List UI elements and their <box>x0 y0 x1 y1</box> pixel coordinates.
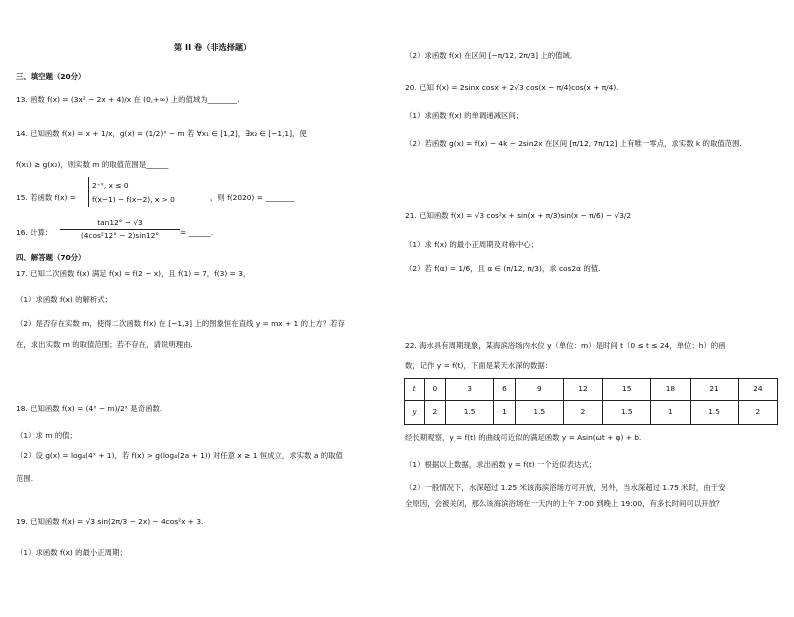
question-16-numerator: tan12° − √3 <box>60 219 180 230</box>
question-13: 13. 函数 f(x) = (3x² − 2x + 4)/x 在 (0,+∞) 上的值域为________. <box>16 95 240 104</box>
question-22-model: 经长期观察，y = f(t) 的曲线可近似的满足函数 y = Asin(ωt + φ) + b. <box>405 433 642 442</box>
question-15-case2: f(x−1) − f(x−2), x > 0 <box>92 195 175 204</box>
question-15-case1: 2⁻ˣ, x ≤ 0 <box>92 181 129 190</box>
table-cell: 15 <box>603 379 651 401</box>
table-cell: 1.5 <box>603 401 651 425</box>
question-18-part2-cont: 范围. <box>16 474 34 483</box>
question-15-tail: ，则 f(2020) = ________ <box>210 193 295 202</box>
page-title: 第 II 卷（非选择题） <box>174 42 252 52</box>
question-16-head: 16. 计算： <box>16 228 53 237</box>
table-cell: 0 <box>424 379 446 401</box>
table-cell: 1.5 <box>690 401 738 425</box>
table-cell: 1.5 <box>446 401 494 425</box>
question-22-part2: （2）一般情况下，水深超过 1.25 米该海滨浴场方可开放，另外，当水深超过 1.75 米时，由于安 <box>405 483 726 492</box>
question-19-line1: 19. 已知函数 f(x) = √3 sin(2π/3 − 2x) − 4cos²x + 3. <box>16 517 204 526</box>
table-cell: 2 <box>563 401 602 425</box>
table-cell: t <box>405 379 425 401</box>
table-row-t <box>405 379 778 401</box>
table-cell: 1.5 <box>515 401 563 425</box>
question-21-line1: 21. 已知函数 f(x) = √3 cos²x + sin(x + π/3)sin(x − π/6) − √3/2 <box>405 211 632 220</box>
table-cell: 2 <box>424 401 446 425</box>
table-cell: 9 <box>515 379 563 401</box>
table-cell: 24 <box>738 379 777 401</box>
question-15-head: 15. 若函数 f(x) = <box>16 193 76 202</box>
table-cell: y <box>405 401 425 425</box>
question-14-line1: 14. 已知函数 f(x) = x + 1/x，g(x) = (1/2)ˣ − m 若 ∀x₁ ∈ [1,2]，∃x₂ ∈ [−1,1]，使 <box>16 129 307 138</box>
question-20-part1: （1）求函数 f(x) 的单调递减区间； <box>405 111 524 120</box>
question-19-part2: （2）求函数 f(x) 在区间 [−π/12, 2π/3] 上的值域. <box>405 51 573 60</box>
table-cell: 12 <box>563 379 602 401</box>
question-17-line1: 17. 已知二次函数 f(x) 满足 f(x) = f(2 − x)，且 f(1) = 7，f(3) = 3， <box>16 269 251 278</box>
piecewise-brace <box>88 177 89 207</box>
section-fill-in: 三、填空题（20分） <box>16 72 86 81</box>
question-16-tail: = ______. <box>180 228 214 237</box>
table-cell: 21 <box>690 379 738 401</box>
question-19-part1: （1）求函数 f(x) 的最小正周期； <box>16 548 127 557</box>
question-14-line2: f(x₁) ≥ g(x₂)，则实数 m 的取值范围是______ <box>16 160 169 169</box>
question-17-part2: （2）是否存在实数 m，使得二次函数 f(x) 在 [−1,3] 上的图象恒在直线 y = mx + 1 的上方？若存 <box>16 319 345 328</box>
question-20-part2: （2）若函数 g(x) = f(x) − 4k − 2sin2x 在区间 [π/12, 7π/12] 上有唯一零点，求实数 k 的取值范围. <box>405 139 742 148</box>
section-solutions: 四、解答题（70分） <box>16 253 86 262</box>
table-cell: 2 <box>738 401 777 425</box>
table-cell: 6 <box>494 379 516 401</box>
question-16-denominator: (4cos²12° − 2)sin12° <box>80 231 160 240</box>
question-17-part1: （1）求函数 f(x) 的解析式； <box>16 295 113 304</box>
question-20-line1: 20. 已知 f(x) = 2sinx cosx + 2√3 cos(x − π/4)cos(x + π/4). <box>405 83 619 92</box>
table-cell: 1 <box>494 401 516 425</box>
water-depth-table <box>404 378 778 425</box>
table-row-y <box>405 401 778 425</box>
question-18-part1: （1）求 m 的值； <box>16 431 77 440</box>
question-22-part2-cont: 全原因，会被关闭，那么该海滨浴场在一天内的上午 7:00 到晚上 19:00，有多长时间可以开放？ <box>405 499 724 508</box>
question-17-part2-cont: 在，求出实数 m 的取值范围；若不存在，请说明理由. <box>16 340 193 349</box>
question-21-part2: （2）若 f(α) = 1/6，且 α ∈ (π/12, π/3)，求 cos2α 的值. <box>405 264 601 273</box>
question-18-part2: （2）设 g(x) = log₄(4ˣ + 1)，若 f(x) > g(log₄(2a + 1)) 对任意 x ≥ 1 恒成立，求实数 a 的取值 <box>16 451 343 460</box>
question-18-line1: 18. 已知函数 f(x) = (4ˣ − m)/2ˣ 是奇函数. <box>16 404 163 413</box>
question-22-line2: 数，记作 y = f(t)，下面是某天水深的数据： <box>405 361 553 370</box>
table-cell: 3 <box>446 379 494 401</box>
question-22-part1: （1）根据以上数据，求出函数 y = f(t) 一个近似表达式； <box>405 460 597 469</box>
question-21-part1: （1）求 f(x) 的最小正周期及对称中心； <box>405 240 539 249</box>
table-cell: 18 <box>651 379 690 401</box>
question-22-line1: 22. 海水具有周期现象，某海滨浴场内水位 y（单位：m）是时间 t（0 ≤ t ≤ 24，单位：h）的函 <box>405 341 726 350</box>
table-cell: 1 <box>651 401 690 425</box>
